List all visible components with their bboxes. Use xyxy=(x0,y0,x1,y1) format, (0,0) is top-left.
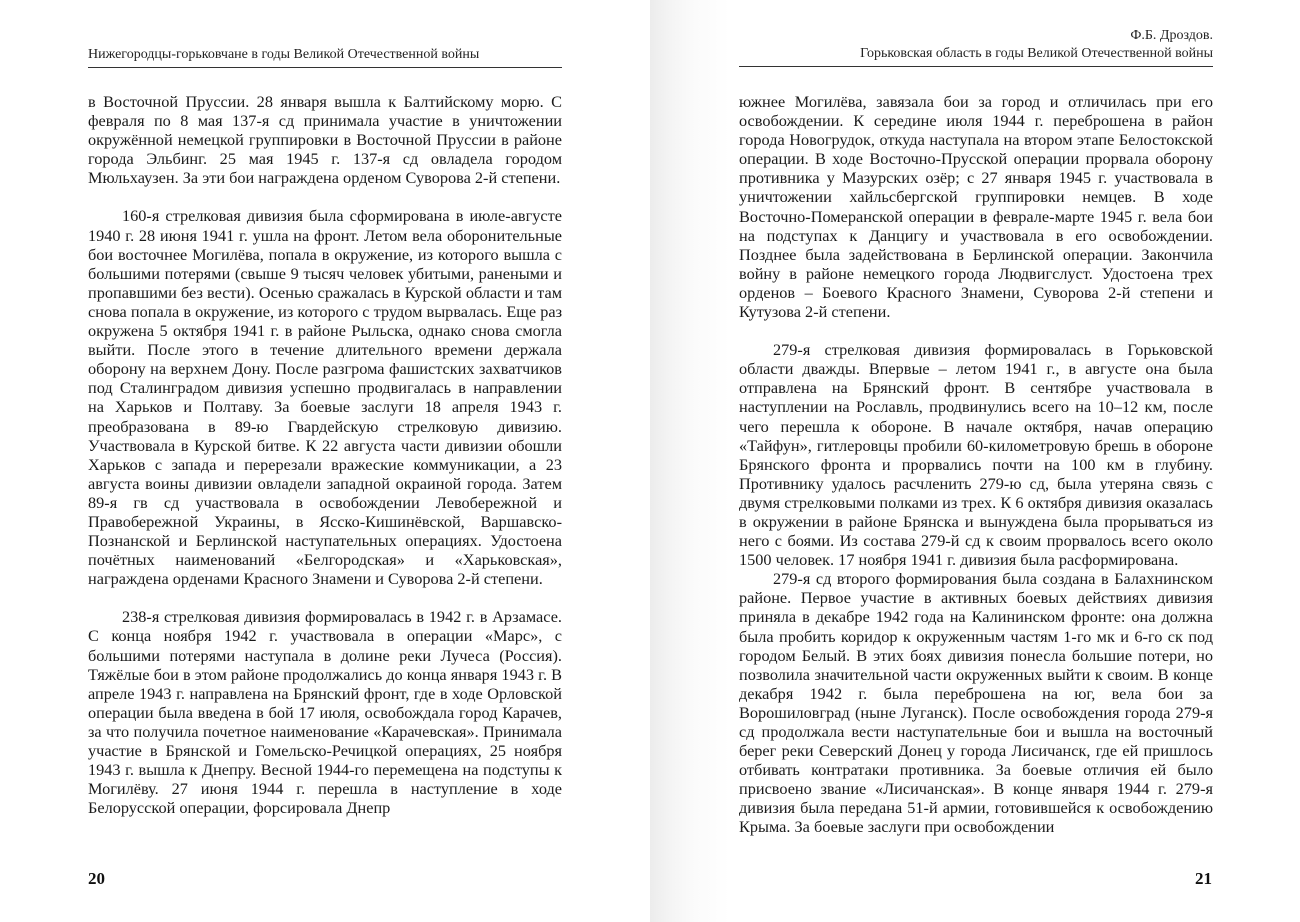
running-head-author: Ф.Б. Дроздов. xyxy=(1130,28,1213,43)
running-head-left: Нижегородцы-горьковчане в годы Великой Отечественной войны xyxy=(88,47,480,62)
header-rule-left xyxy=(88,67,562,68)
body-text-left xyxy=(88,92,562,817)
paragraph-279-division-second: 279-я сд второго формирования была создана в Балахнинском районе. Первое участие в активных боевых действиях дивизия приняла в декабре 1942 года на Калининском фронте: она должна была пробить коридор к окруженным частям 1-го мк и 6-го ск под городом Белый. В этих боях дивизия понесла большие потери, но позволила значительной части окруженных выйти к своим. В конце декабря 1942 г. была переброшена на юг, вела бои за Ворошиловград (ныне Луганск). После освобождения города 279-я сд продолжала вести наступательные бои и вышла на восточный берег реки Северский Донец у города Лисичанск, где ей пришлось отбивать контратаки противника. За боевые отличия ей было присвоено звание «Лисичанская». В конце января 1944 г. 279-я дивизия была передана 51-й армии, готовившейся к освобождению Крыма. За боевые заслуги при освобождении xyxy=(739,569,1213,837)
running-head-title: Горьковская область в годы Великой Отечественной войны xyxy=(860,46,1213,61)
page-number-right: 21 xyxy=(1195,869,1212,888)
paragraph-160-division: 160-я стрелковая дивизия была сформирована в июле-августе 1940 г. 28 июня 1941 г. ушла на фронт. Летом вела оборонительные бои восточнее Могилёва, попала в окружение, из которого вышла с большими потерями (свыше 9 тысяч человек убитыми, ранеными и пропавшими без вести). Осенью сражалась в Курской области и там снова попала в окружение, из которого с трудом вырвалась. Еще раз окружена 5 октября 1941 г. в районе Рыльска, однако снова смогла выйти. После этого в течение длительного времени держала оборону на верхнем Дону. После разгрома фашистских захватчиков под Сталинградом дивизия успешно продвигалась в направлении на Харьков и Полтаву. За боевые заслуги 18 апреля 1943 г. преобразована в 89-ю Гвардейскую стрелковую дивизию. Участвовала в Курской битве. К 22 августа части дивизии обошли Харьков с запада и перерезали вражеские коммуникации, а 23 августа воины дивизии овладели западной окраиной города. Затем 89-я гв сд участвовала в освобождении Левобережной и Правобережной Украины, в Ясско-Кишинёвской, Варшавско-Познанской и Берлинской наступательных операциях. Удостоена почётных наименований «Белгородская» и «Харьковская», награждена орденами Красного Знамени и Суворова 2-й степени. xyxy=(88,206,562,589)
paragraph-238-division: 238-я стрелковая дивизия формировалась в 1942 г. в Арзамасе. С конца ноября 1942 г. участвовала в операции «Марс», с большими потерями наступала в долине реки Лучеса (Россия). Тяжёлые бои в этом районе продолжались до конца января 1943 г. В апреле 1943 г. направлена на Брянский фронт, где в ходе Орловской операции была введена в бой 17 июля, освобождала город Карачев, за что получила почетное наименование «Карачевская». Принимала участие в Брянской и Гомельско-Речицкой операциях, 25 ноября 1943 г. вышла к Днепру. Весной 1944-го перемещена на подступы к Могилёву. 27 июня 1944 г. перешла в наступление в ходе Белорусской операции, форсировала Днепр xyxy=(88,607,562,818)
paragraph-238-division-continued: южнее Могилёва, завязала бои за город и отличилась при его освобождении. К середине июля 1944 г. переброшена в район города Новогрудок, откуда наступала на втором этапе Белостокской операции. В ходе Восточно-Прусской операции прорвала оборону противника у Мазурских озёр; с 27 января 1945 г. участвовала в уничтожении хайльсбергской группировки немцев. В ходе Восточно-Померанской операции в феврале-марте 1945 г. вела бои на подступах к Данцигу и участвовала в его освобождении. Позднее была задействована в Берлинской операции. Закончила войну в районе немецкого города Людвигслуст. Удостоена трех орденов – Боевого Красного Знамени, Суворова 2-й степени и Кутузова 2-й степени. xyxy=(739,92,1213,322)
paragraph-137-division-continued: в Восточной Пруссии. 28 января вышла к Балтийскому морю. С февраля по 8 мая 137-я сд принимала участие в уничтожении окружённой немецкой группировки в Восточной Пруссии в районе города Эльбинг. 25 мая 1945 г. 137-я сд овладела городом Мюльхаузен. За эти бои награждена орденом Суворова 2-й степени. xyxy=(88,92,562,188)
header-rule-right xyxy=(739,66,1213,67)
page-number-left: 20 xyxy=(88,869,105,888)
body-text-right xyxy=(739,92,1213,837)
running-head-right xyxy=(739,27,1213,63)
right-page xyxy=(650,0,1300,922)
paragraph-279-division-first: 279-я стрелковая дивизия формировалась в Горьковской области дважды. Впервые – летом 1941 г., в августе она была отправлена на Брянский фронт. В сентябре участвовала в наступлении на Рославль, продвинулись всего на 10–12 км, после чего перешла к обороне. В начале октября, начав операцию «Тайфун», гитлеровцы пробили 60-километровую брешь в обороне Брянского фронта и прорвались почти на 100 км в глубину. Противнику удалось расчленить 279-ю сд, была утеряна связь с двумя стрелковыми полками из трех. К 6 октября дивизия оказалась в окружении в районе Брянска и вынуждена была прорываться из него с боями. Из состава 279-й сд к своим прорвалось всего около 1500 человек. 17 ноября 1941 г. дивизия была расформирована. xyxy=(739,340,1213,570)
